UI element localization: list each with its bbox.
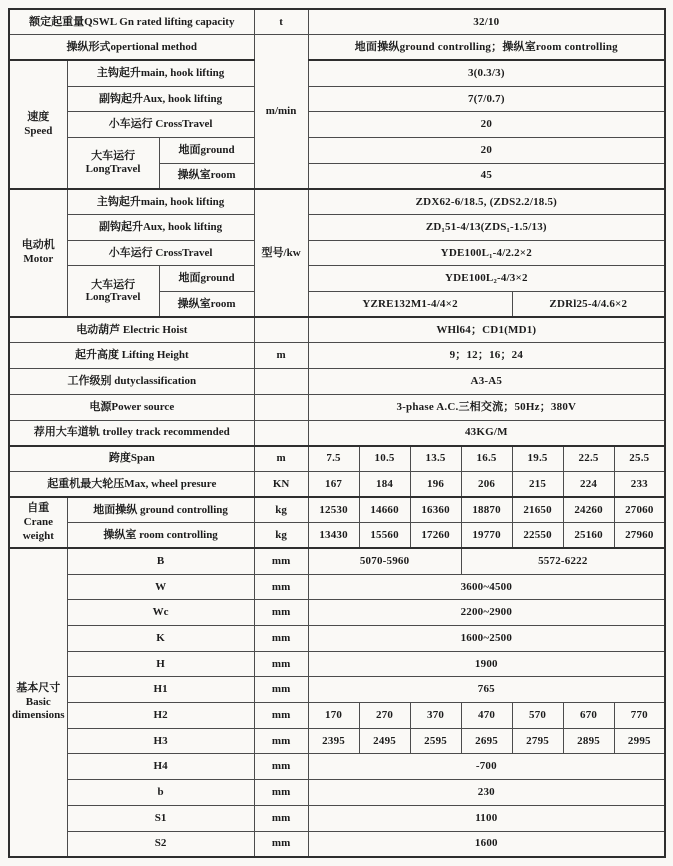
dim-H2-unit: mm [254,703,308,729]
dim-Wc-label: Wc [67,600,254,626]
motor-room-value-left: YZRE132M1-4/4×2 [308,292,512,318]
dim-Wc-unit: mm [254,600,308,626]
weight-room-value: 19770 [461,523,512,549]
dimensions-group-en: Basic dimensions [12,695,65,722]
speed-main-value: 3(0.3/3) [308,60,665,86]
row-motor-main [9,189,665,215]
dim-S1-label: S1 [67,805,254,831]
wheel-pressure-value: 224 [563,471,614,497]
power-unit [254,394,308,420]
capacity-unit: t [254,9,308,35]
row-dim-H [9,651,665,677]
hoist-label: 电动葫芦 Electric Hoist [9,317,254,343]
row-dim-S2 [9,831,665,857]
motor-ground-label: 地面ground [159,266,254,292]
dim-H2-value: 770 [614,703,665,729]
speed-aux-value: 7(7/0.7) [308,86,665,112]
dim-H1-label: H1 [67,677,254,703]
weight-group [9,497,67,548]
span-value: 19.5 [512,446,563,472]
wheel-pressure-value: 233 [614,471,665,497]
dim-H3-value: 2595 [410,728,461,754]
motor-group-en: Motor [23,253,54,266]
row-wheel-pressure [9,471,665,497]
power-value: 3-phase A.C.三相交流；50Hz；380V [308,394,665,420]
dim-H4-label: H4 [67,754,254,780]
row-speed-main [9,60,665,86]
dim-S2-unit: mm [254,831,308,857]
dim-H3-value: 2795 [512,728,563,754]
row-dim-b [9,780,665,806]
weight-ground-value: 18870 [461,497,512,523]
row-dim-H3 [9,728,665,754]
dim-b-unit: mm [254,780,308,806]
power-label: 电源Power source [9,394,254,420]
hoist-value: WHl64；CD1(MD1) [308,317,665,343]
row-hoist [9,317,665,343]
track-unit [254,420,308,446]
dim-H3-value: 2395 [308,728,359,754]
weight-ground-value: 14660 [359,497,410,523]
dim-K-label: K [67,626,254,652]
wheel-pressure-value: 206 [461,471,512,497]
capacity-value: 32/10 [308,9,665,35]
dim-H-unit: mm [254,651,308,677]
motor-room-label: 操纵室room [159,292,254,318]
weight-room-value: 17260 [410,523,461,549]
weight-group-zh: 自重 [27,502,50,515]
dim-H1-unit: mm [254,677,308,703]
dim-H-value: 1900 [308,651,665,677]
row-dim-H4 [9,754,665,780]
lifting-height-unit: m [254,343,308,369]
span-unit: m [254,446,308,472]
weight-ground-value: 27060 [614,497,665,523]
weight-room-unit: kg [254,523,308,549]
method-label: 操纵形式opertional method [9,35,254,61]
speed-ground-value: 20 [308,137,665,163]
row-track [9,420,665,446]
speed-group-en: Speed [24,124,53,137]
weight-ground-value: 21650 [512,497,563,523]
dim-H4-value: -700 [308,754,665,780]
row-duty [9,369,665,395]
span-value: 13.5 [410,446,461,472]
row-motor-long-ground [9,266,665,292]
row-weight-ground [9,497,665,523]
motor-aux-value: ZD₁51-4/13(ZDS₁-1.5/13) [308,215,665,241]
dim-H2-value: 370 [410,703,461,729]
motor-main-value: ZDX62-6/18.5, (ZDS2.2/18.5) [308,189,665,215]
duty-label: 工作级别 dutyclassification [9,369,254,395]
dim-H2-value: 670 [563,703,614,729]
lifting-height-label: 起升高度 Lifting Height [9,343,254,369]
span-label: 跨度Span [9,446,254,472]
speed-ground-label: 地面ground [159,137,254,163]
motor-group-zh: 电动机 [21,239,55,252]
dim-H1-value: 765 [308,677,665,703]
dim-H2-label: H2 [67,703,254,729]
motor-ground-value: YDE100L₂-4/3×2 [308,266,665,292]
speed-aux-label: 副钩起升Aux, hook lifting [67,86,254,112]
row-motor-cross [9,240,665,266]
weight-room-value: 13430 [308,523,359,549]
wheel-pressure-value: 196 [410,471,461,497]
dimensions-group [9,548,67,856]
duty-value: A3-A5 [308,369,665,395]
row-dim-K [9,626,665,652]
row-speed-aux [9,86,665,112]
dimensions-group-zh: 基本尺寸 [16,681,61,694]
dim-H3-unit: mm [254,728,308,754]
dim-H3-value: 2895 [563,728,614,754]
weight-ground-label: 地面操纵 ground controlling [67,497,254,523]
dim-B-value-right: 5572-6222 [461,548,665,574]
dim-H2-value: 570 [512,703,563,729]
speed-room-label: 操纵室room [159,163,254,189]
track-value: 43KG/M [308,420,665,446]
dim-S2-label: S2 [67,831,254,857]
dim-B-value-left: 5070-5960 [308,548,461,574]
wheel-pressure-value: 215 [512,471,563,497]
row-capacity [9,9,665,35]
span-value: 16.5 [461,446,512,472]
lifting-height-value: 9；12；16；24 [308,343,665,369]
motor-cross-label: 小车运行 CrossTravel [67,240,254,266]
dim-K-unit: mm [254,626,308,652]
method-value: 地面操纵ground controlling；操纵室room controlling [308,35,665,61]
dim-B-label: B [67,548,254,574]
row-dim-S1 [9,805,665,831]
span-value: 10.5 [359,446,410,472]
row-span [9,446,665,472]
dim-H-label: H [67,651,254,677]
dim-W-label: W [67,574,254,600]
motor-aux-label: 副钩起升Aux, hook lifting [67,215,254,241]
row-dim-B [9,548,665,574]
dim-H2-value: 270 [359,703,410,729]
weight-room-value: 27960 [614,523,665,549]
dim-b-value: 230 [308,780,665,806]
weight-ground-value: 24260 [563,497,614,523]
capacity-label: 额定起重量QSWL Gn rated lifting capacity [9,9,254,35]
dim-Wc-value: 2200~2900 [308,600,665,626]
motor-unit: 型号/kw [254,189,308,317]
dim-H2-value: 170 [308,703,359,729]
speed-longtravel-zh: 大车运行 [91,150,136,163]
row-lifting-height [9,343,665,369]
row-power [9,394,665,420]
dim-H3-value: 2695 [461,728,512,754]
hoist-unit [254,317,308,343]
speed-cross-label: 小车运行 CrossTravel [67,112,254,138]
speed-main-label: 主钩起升main, hook lifting [67,60,254,86]
wheel-pressure-unit: KN [254,471,308,497]
row-weight-room [9,523,665,549]
row-method [9,35,665,61]
speed-unit: m/min [254,35,308,189]
speed-room-value: 45 [308,163,665,189]
dim-b-label: b [67,780,254,806]
wheel-pressure-value: 184 [359,471,410,497]
dim-W-unit: mm [254,574,308,600]
dim-H3-label: H3 [67,728,254,754]
row-speed-long-ground [9,137,665,163]
dim-H3-value: 2995 [614,728,665,754]
speed-group [9,60,67,188]
speed-longtravel-label [67,137,159,188]
weight-ground-unit: kg [254,497,308,523]
motor-longtravel-en: LongTravel [85,291,141,304]
track-label: 荐用大车道轨 trolley track recommended [9,420,254,446]
dim-S1-value: 1100 [308,805,665,831]
dim-B-unit: mm [254,548,308,574]
span-value: 22.5 [563,446,614,472]
row-speed-cross [9,112,665,138]
wheel-pressure-label: 起重机最大轮压Max, wheel presure [9,471,254,497]
weight-room-value: 15560 [359,523,410,549]
motor-longtravel-label [67,266,159,317]
dim-S1-unit: mm [254,805,308,831]
row-dim-Wc [9,600,665,626]
crane-spec-table [8,8,666,858]
weight-group-en: Crane weight [22,515,54,542]
motor-longtravel-zh: 大车运行 [91,278,136,291]
dim-S2-value: 1600 [308,831,665,857]
row-dim-H2 [9,703,665,729]
motor-room-value-right: ZDRl25-4/4.6×2 [512,292,665,318]
speed-longtravel-en: LongTravel [85,162,141,175]
weight-ground-value: 16360 [410,497,461,523]
weight-room-value: 25160 [563,523,614,549]
dim-H2-value: 470 [461,703,512,729]
motor-cross-value: YDE100L₁-4/2.2×2 [308,240,665,266]
speed-cross-value: 20 [308,112,665,138]
dim-K-value: 1600~2500 [308,626,665,652]
dim-W-value: 3600~4500 [308,574,665,600]
dim-H3-value: 2495 [359,728,410,754]
weight-room-value: 22550 [512,523,563,549]
row-dim-W [9,574,665,600]
row-motor-aux [9,215,665,241]
dim-H4-unit: mm [254,754,308,780]
row-dim-H1 [9,677,665,703]
motor-main-label: 主钩起升main, hook lifting [67,189,254,215]
span-value: 25.5 [614,446,665,472]
weight-ground-value: 12530 [308,497,359,523]
duty-unit [254,369,308,395]
span-value: 7.5 [308,446,359,472]
weight-room-label: 操纵室 room controlling [67,523,254,549]
motor-group [9,189,67,317]
speed-group-zh: 速度 [27,110,50,123]
wheel-pressure-value: 167 [308,471,359,497]
